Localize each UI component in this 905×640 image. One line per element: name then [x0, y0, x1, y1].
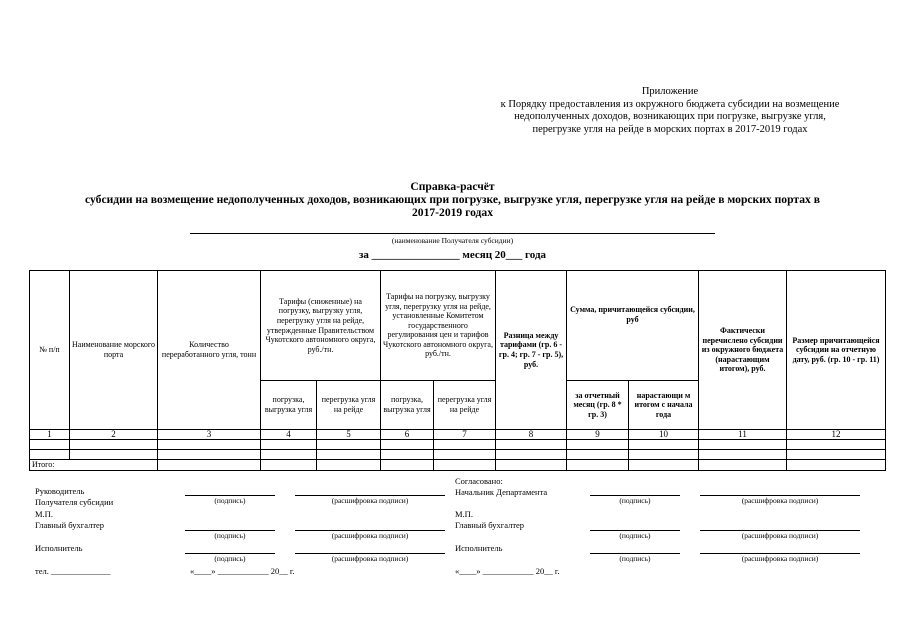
appendix-block [440, 86, 900, 136]
header-tariff-reduced: Тарифы (сниженные) на погрузку, выгрузку угля, перегрузку угля на рейде, утвержденные Правительством Чукотского автономного округа, руб./тн. [261, 271, 381, 381]
subheader-reload-2: перегрузка угля на рейде [434, 381, 496, 430]
appendix-line-1: Приложение [641, 86, 699, 97]
appendix-line-4: перегрузке угля на рейде в морских портах в 2017-2019 годах [532, 123, 808, 135]
header-actual-transferred: Фактически перечислено субсидии из окружного бюджета (нарастающим итогом), руб. [699, 271, 787, 430]
col-num: 2 [70, 430, 158, 440]
recipient-caption: (наименование Получателя субсидии) [391, 236, 514, 245]
col-num: 11 [699, 430, 787, 440]
sign-caption: (подпись) [214, 496, 246, 505]
col-num: 9 [567, 430, 629, 440]
date-line-left: «____» ____________ 20__ г. [190, 566, 295, 576]
table-row [30, 450, 886, 460]
subheader-cumulative: нарастающи м итогом с начала года [629, 381, 699, 430]
decode-caption: (расшифровка подписи) [331, 531, 409, 540]
col-num: 8 [496, 430, 567, 440]
head-label: Руководитель [35, 486, 85, 496]
decode-caption: (расшифровка подписи) [741, 531, 819, 540]
col-num: 6 [381, 430, 434, 440]
executor-label-right: Исполнитель [455, 543, 503, 553]
accountant-label-left: Главный бухгалтер [35, 520, 105, 530]
header-difference: Разница между тарифами (гр. 6 - гр. 4; гр. 7 - гр. 5), руб. [496, 271, 567, 430]
appendix-line-2: к Порядку предоставления из окружного бюджета субсидии на возмещение [500, 98, 840, 110]
sign-caption: (подпись) [214, 554, 246, 563]
header-num: № п/п [30, 271, 70, 430]
recipient-label: Получателя субсидии [35, 497, 114, 507]
title-line-1: Справка-расчёт [410, 180, 495, 193]
table-row [30, 440, 886, 450]
col-num: 4 [261, 430, 317, 440]
col-num: 3 [158, 430, 261, 440]
subheader-load-2: погрузка, выгрузка угля [381, 381, 434, 430]
header-subsidy-sum: Сумма, причитающейся субсидии, руб [567, 271, 699, 381]
mp-label-right: М.П. [455, 509, 473, 519]
decode-caption: (расшифровка подписи) [331, 554, 409, 563]
col-num: 10 [629, 430, 699, 440]
decode-caption: (расшифровка подписи) [741, 496, 819, 505]
col-num: 7 [434, 430, 496, 440]
recipient-line [190, 233, 715, 234]
total-label: Итого: [30, 460, 158, 471]
mp-label-left: М.П. [35, 509, 53, 519]
sign-caption: (подпись) [619, 531, 651, 540]
sign-caption: (подпись) [619, 496, 651, 505]
col-num: 1 [30, 430, 70, 440]
sign-caption: (подпись) [214, 531, 246, 540]
col-num: 12 [787, 430, 886, 440]
subheader-load-1: погрузка, выгрузка угля [261, 381, 317, 430]
date-line-right: «____» ____________ 20__ г. [455, 566, 560, 576]
title-line-3: 2017-2019 годах [411, 206, 494, 219]
header-quantity: Количество переработанного угля, тонн [158, 271, 261, 430]
header-tariff-committee: Тарифы на погрузку, выгрузку угля, перегрузку угля на рейде, установленные Комитетом государственного регулирования цен и тарифов Чукотского автономного округа, руб./тн. [381, 271, 496, 381]
header-port: Наименование морского порта [70, 271, 158, 430]
accountant-label-right: Главный бухгалтер [455, 520, 525, 530]
executor-label: Исполнитель [35, 543, 83, 553]
table-header-row [30, 271, 886, 381]
month-line: за ________________ месяц 20___ года [358, 249, 547, 261]
subheader-reload-1: перегрузка угля на рейде [317, 381, 381, 430]
column-numbers-row [30, 430, 886, 440]
sign-caption: (подпись) [619, 554, 651, 563]
subheader-month: за отчетный месяц (гр. 8 * гр. 3) [567, 381, 629, 430]
subsidy-table [29, 270, 886, 471]
phone-line: тел. ______________ [35, 566, 111, 576]
agreed-label: Согласовано: [455, 476, 503, 486]
total-row [30, 460, 886, 471]
col-num: 5 [317, 430, 381, 440]
dept-head-label: Начальник Департамента [455, 487, 548, 497]
document-title [20, 180, 885, 219]
appendix-line-3: недополученных доходов, возникающих при погрузке, выгрузке угля, [514, 111, 826, 122]
header-subsidy-size: Размер причитающейся субсидии на отчетную дату, руб. (гр. 10 - гр. 11) [787, 271, 886, 430]
decode-caption: (расшифровка подписи) [331, 496, 409, 505]
decode-caption: (расшифровка подписи) [741, 554, 819, 563]
title-line-2: субсидии на возмещение недополученных доходов, возникающих при погрузке, выгрузке угля, перегрузке угля на рейде в морских портах в [85, 193, 820, 206]
